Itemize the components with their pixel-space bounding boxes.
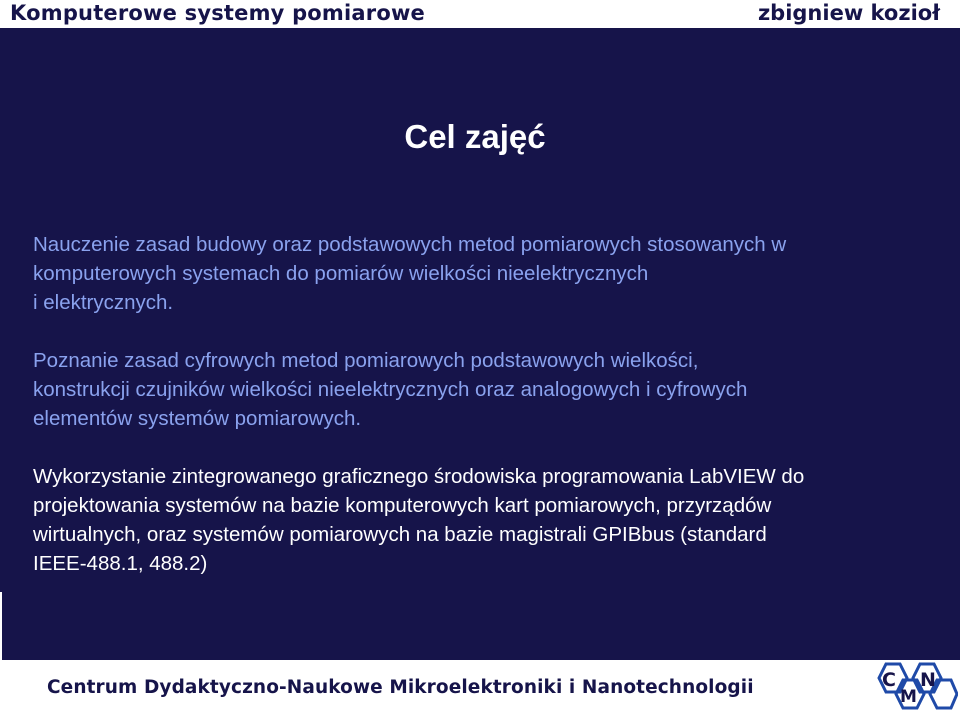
- paragraph-line: komputerowych systemach do pomiarów wielkości nieelektrycznych: [33, 262, 649, 285]
- paragraph-line: IEEE-488.1, 488.2): [33, 552, 208, 575]
- paragraph-goal-1: [33, 230, 938, 317]
- paragraph-line: Wykorzystanie zintegrowanego graficznego środowiska programowania LabVIEW do: [33, 465, 805, 488]
- slide-edge-mark: [0, 592, 2, 660]
- paragraph-line: projektowania systemów na bazie komputerowych kart pomiarowych, przyrządów: [33, 494, 772, 517]
- footer-bar: [0, 660, 960, 712]
- center-name: Centrum Dydaktyczno-Naukowe Mikroelektroniki i Nanotechnologii: [47, 677, 754, 698]
- paragraph-line: Nauczenie zasad budowy oraz podstawowych metod pomiarowych stosowanych w: [33, 233, 787, 256]
- logo-letter-n: N: [920, 669, 936, 691]
- course-title: Komputerowe systemy pomiarowe: [10, 1, 426, 25]
- logo-letter-c: C: [882, 669, 896, 691]
- slide-body: [33, 230, 938, 607]
- paragraph-line: elementów systemów pomiarowych.: [33, 407, 362, 430]
- paragraph-line: wirtualnych, oraz systemów pomiarowych na bazie magistrali GPIBbus (standard: [33, 523, 767, 546]
- paragraph-line: i elektrycznych.: [33, 291, 174, 314]
- paragraph-goal-2: [33, 346, 938, 433]
- paragraph-line: konstrukcji czujników wielkości nieelektrycznych oraz analogowych i cyfrowych: [33, 378, 748, 401]
- logo-letter-m: M: [900, 687, 917, 707]
- slide-title: Cel zajęć: [404, 118, 546, 155]
- header-bar: [0, 0, 960, 28]
- paragraph-goal-3: [33, 462, 938, 578]
- cmn-hexagon-logo-icon: [866, 660, 958, 712]
- author-name: zbigniew kozioł: [757, 1, 940, 25]
- slide-content-area: [0, 28, 960, 660]
- paragraph-line: Poznanie zasad cyfrowych metod pomiarowych podstawowych wielkości,: [33, 349, 699, 372]
